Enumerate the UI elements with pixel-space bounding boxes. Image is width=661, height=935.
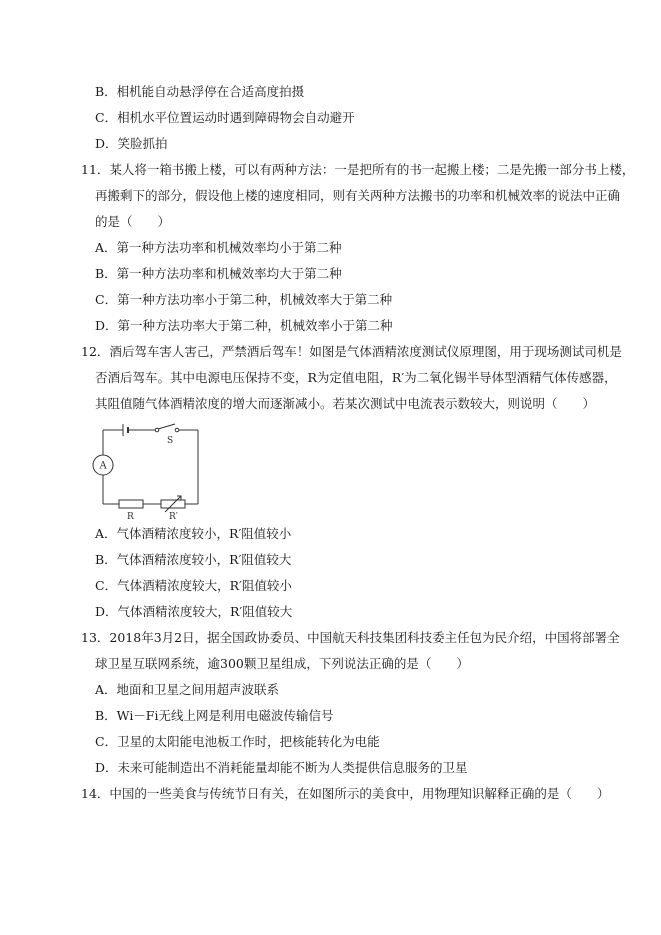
q13-stem-line1: 13．2018年3月2日，据全国政协委员、中国航天科技集团科技委主任包为民介绍，中国将部署全 [81,630,620,645]
q11-option-a: A．第一种方法功率和机械效率均小于第二种 [95,240,342,255]
resistor-r-label: R [127,512,134,522]
q13-option-c: C．卫星的太阳能电池板工作时，把核能转化为电能 [95,734,380,749]
sensor-label: R′ [169,512,178,522]
q12-stem-line1: 12．酒后驾车害人害己，严禁酒后驾车！如图是气体酒精浓度测试仪原理图，用于现场测试司机是 [81,344,622,359]
switch-contact [175,428,179,432]
q12-stem-line3: 其阻值随气体酒精浓度的增大而逐渐减小。若某次测试中电流表示数较大，则说明（ ） [95,396,596,411]
q10-option-b: B．相机能自动悬浮停在合适高度拍摄 [95,84,305,99]
ammeter-label: A [99,460,107,472]
switch-label: S [167,436,174,446]
circuit-diagram [95,424,205,522]
q12-option-b: B．气体酒精浓度较小，R′阻值较大 [95,552,292,567]
q11-option-d: D．第一种方法功率大于第二种，机械效率小于第二种 [95,318,393,333]
q13-option-b: B．Wi－Fi无线上网是利用电磁波传输信号 [95,708,334,723]
q13-option-d: D．未来可能制造出不消耗能量却能不断为人类提供信息服务的卫星 [95,760,468,775]
switch-blade [158,424,175,429]
q13-stem-line2: 球卫星互联网系统，逾300颗卫星组成，下列说法正确的是（ ） [95,656,469,671]
q14-stem-line1: 14．中国的一些美食与传统节日有关，在如图所示的美食中，用物理知识解释正确的是（ ） [81,786,610,801]
q12-option-d: D．气体酒精浓度较大，R′阻值较大 [95,604,293,619]
q12-option-a: A．气体酒精浓度较小，R′阻值较小 [95,526,292,541]
q11-stem-line2: 再搬剩下的部分，假设他上楼的速度相同，则有关两种方法搬书的功率和机械效率的说法中正确 [95,188,621,203]
q12-stem-line2: 否酒后驾车。其中电源电压保持不变，R为定值电阻，R′为二氧化锡半导体型酒精气体传感器， [95,370,617,385]
q11-option-b: B．第一种方法功率和机械效率均大于第二种 [95,266,342,281]
q11-option-c: C．第一种方法功率小于第二种，机械效率大于第二种 [95,292,393,307]
q12-option-c: C．气体酒精浓度较大，R′阻值较小 [95,578,292,593]
q11-stem-line1: 11．某人将一箱书搬上楼，可以有两种方法：一是把所有的书一起搬上楼；二是先搬一部分书上楼， [81,162,635,177]
q10-option-c: C．相机水平位置运动时遇到障碍物会自动避开 [95,110,355,125]
resistor-r [119,500,143,508]
q13-option-a: A．地面和卫星之间用超声波联系 [95,682,280,697]
q10-option-d: D．笑脸抓拍 [95,136,168,151]
q11-stem-line3: 的是（ ） [95,214,171,229]
